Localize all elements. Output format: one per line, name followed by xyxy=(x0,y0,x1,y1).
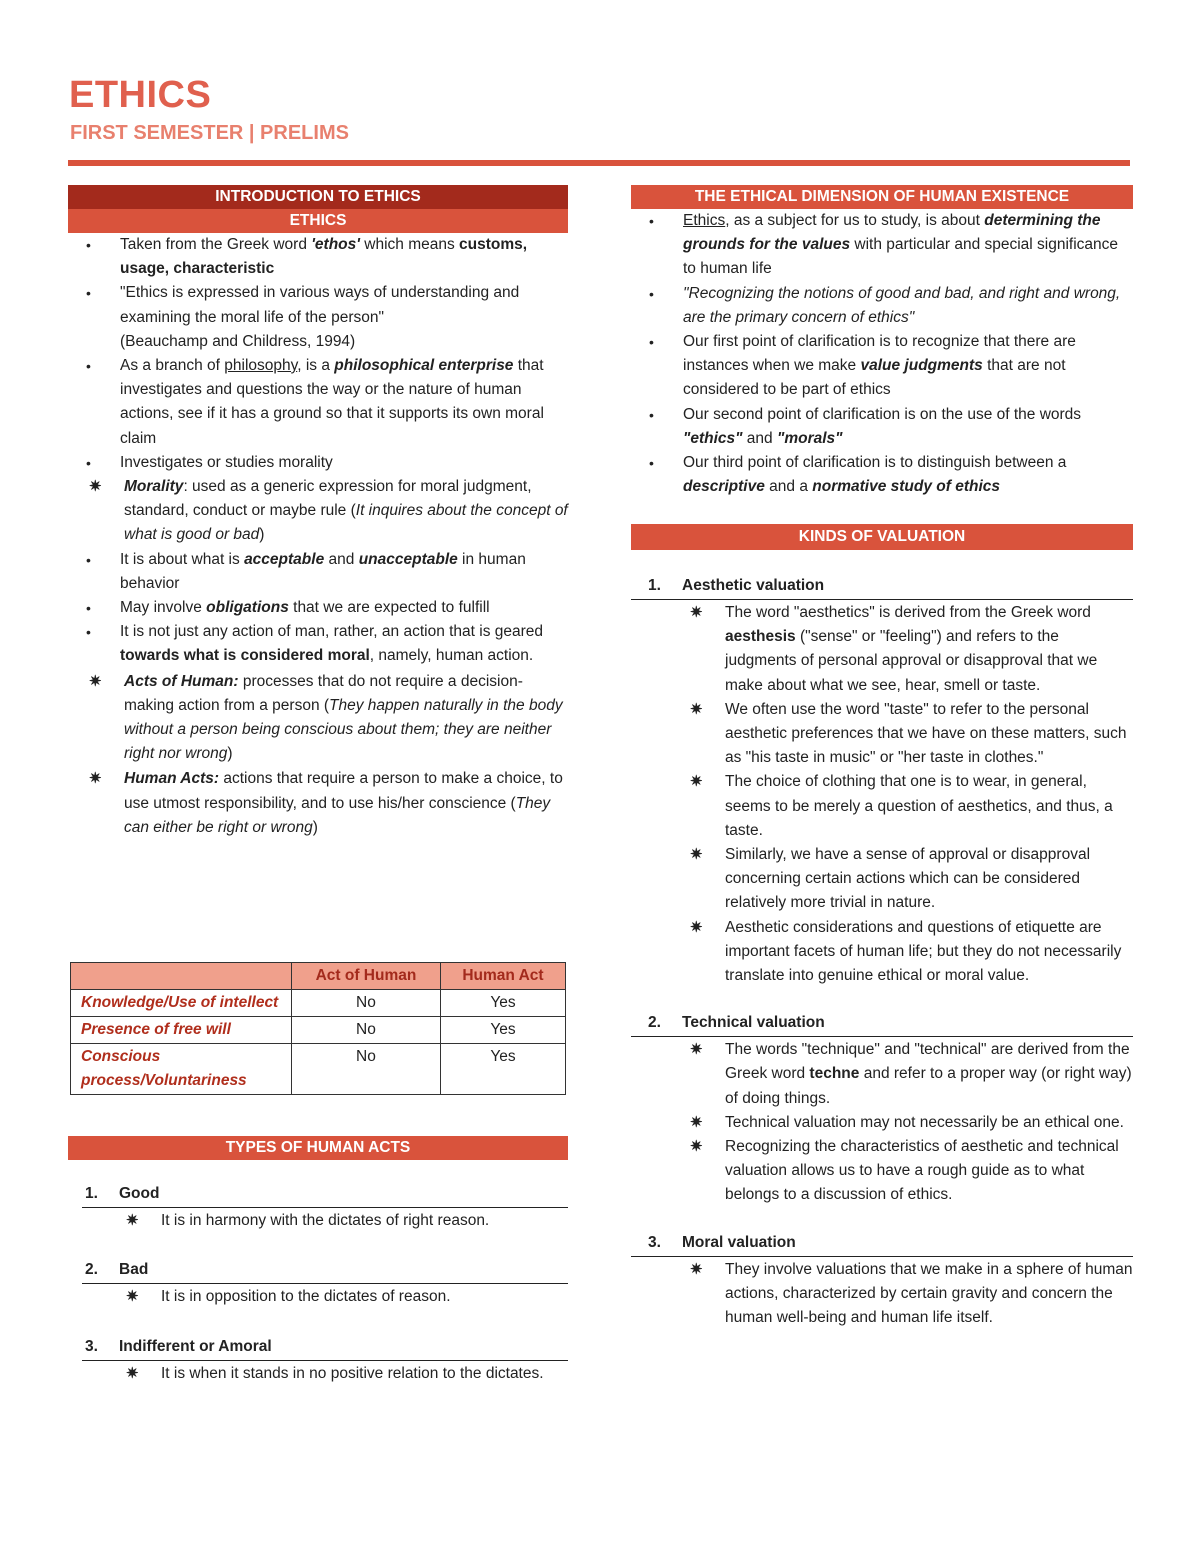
sub-list-item: ✷ Morality: used as a generic expression for moral judgment, standard, conduct or maybe rule (It inquires about the concept of what is good or bad) xyxy=(68,475,568,548)
list-item: • "Ethics is expressed in various ways of understanding and examining the moral life of the person" (Beauchamp and Childress, 1994) xyxy=(68,281,568,354)
sub-list-item: ✷ Acts of Human: processes that do not require a decision-making action from a person (They happen naturally in the body without a person being conscious about them; they are neither right nor wrong) xyxy=(68,670,568,767)
numbered-item-title xyxy=(631,574,1133,600)
sub-list-item: ✷ Human Acts: actions that require a person to make a choice, to use utmost responsibility, and to use his/her conscience (They can either be right or wrong) xyxy=(68,767,568,840)
page-title: ETHICS xyxy=(69,74,212,116)
asterisk-bullet-icon: ✷ xyxy=(126,1288,139,1306)
numbered-item-title xyxy=(631,1231,1133,1257)
list-item: • Taken from the Greek word 'ethos' which means customs, usage, characteristic xyxy=(68,233,568,281)
sub-list-item: ✷ Similarly, we have a sense of approval or disapproval concerning certain actions which can be considered relatively more trivial in nature. xyxy=(631,843,1133,916)
table-cell: Yes xyxy=(440,1017,565,1044)
philosophy-link: philosophy xyxy=(224,357,298,375)
table-cell: No xyxy=(292,1017,441,1044)
section-header-ethical-dimension: THE ETHICAL DIMENSION OF HUMAN EXISTENCE xyxy=(631,185,1133,209)
asterisk-bullet-icon: ✷ xyxy=(89,672,102,690)
asterisk-bullet-icon: ✷ xyxy=(690,846,703,864)
table-row xyxy=(71,1017,566,1044)
list-item: • As a branch of philosophy, is a philosophical enterprise that investigates and questions the way or the nature of human actions, see if it has a ground so that it supports its own moral claim xyxy=(68,354,568,451)
list-item: • It is about what is acceptable and unacceptable in human behavior xyxy=(68,548,568,596)
asterisk-bullet-icon: ✷ xyxy=(690,700,703,718)
numbered-item xyxy=(631,1231,1133,1331)
item-title: Good xyxy=(119,1185,160,1202)
kinds-of-valuation-section xyxy=(631,524,1133,1330)
sub-list-item: ✷ Recognizing the characteristics of aesthetic and technical valuation allows us to have a rough guide as to what belongs to a discussion of ethics. xyxy=(631,1135,1133,1208)
numbered-item xyxy=(82,1258,568,1309)
table-cell: No xyxy=(292,1044,441,1095)
table-cell: Yes xyxy=(440,990,565,1017)
header-divider xyxy=(68,160,1130,166)
asterisk-bullet-icon: ✷ xyxy=(690,1113,703,1131)
section-header-kinds: KINDS OF VALUATION xyxy=(631,524,1133,550)
sub-list-item: ✷ The word "aesthetics" is derived from the Greek word aesthesis ("sense" or "feeling") and refers to the judgments of personal approval or disapproval that we make about what we see, hear, smell or taste. xyxy=(631,601,1133,698)
asterisk-bullet-icon: ✷ xyxy=(126,1365,139,1383)
right-column xyxy=(631,185,1133,1327)
asterisk-bullet-icon: ✷ xyxy=(89,770,102,788)
sub-list-item: ✷ Technical valuation may not necessarily be an ethical one. xyxy=(631,1111,1133,1135)
section-header-types: TYPES OF HUMAN ACTS xyxy=(68,1136,568,1160)
section-header-introduction: INTRODUCTION TO ETHICS xyxy=(68,185,568,209)
sub-list-item: ✷ It is when it stands in no positive relation to the dictates. xyxy=(82,1362,568,1386)
table-column-header: Act of Human xyxy=(292,963,441,990)
list-item: • Investigates or studies morality ✷ Morality: used as a generic expression for moral judgment, standard, conduct or maybe rule (It inquires about the concept of what is good or bad) xyxy=(68,451,568,548)
item-number: 3. xyxy=(648,1233,661,1251)
table-row-header: Presence of free will xyxy=(71,1017,292,1044)
numbered-item-title xyxy=(631,1011,1133,1037)
table-row-header: Conscious process/Voluntariness xyxy=(71,1044,292,1095)
page-subtitle: FIRST SEMESTER | PRELIMS xyxy=(70,122,349,144)
asterisk-bullet-icon: ✷ xyxy=(690,1041,703,1059)
list-item: • Our second point of clarification is on the use of the words "ethics" and "morals" xyxy=(631,403,1133,451)
asterisk-bullet-icon: ✷ xyxy=(690,1260,703,1278)
sub-list-item: ✷ The words "technique" and "technical" are derived from the Greek word techne and refer to a proper way (or right way) of doing things. xyxy=(631,1038,1133,1111)
item-title: Indifferent or Amoral xyxy=(119,1338,272,1356)
list-item: • Ethics, as a subject for us to study, is about determining the grounds for the values with particular and special significance to human life xyxy=(631,209,1133,282)
numbered-item-title xyxy=(82,1335,568,1361)
section-subheader-ethics: ETHICS xyxy=(68,209,568,233)
list-item: • Our first point of clarification is to recognize that there are instances when we make value judgments that are not considered to be part of ethics xyxy=(631,330,1133,403)
item-title: Bad xyxy=(119,1261,149,1279)
table-row xyxy=(71,990,566,1017)
numbered-item xyxy=(82,1182,568,1233)
sub-list-item: ✷ It is in opposition to the dictates of reason. xyxy=(82,1285,568,1309)
item-number: 1. xyxy=(648,577,661,594)
acts-comparison-table xyxy=(70,962,566,1095)
asterisk-bullet-icon: ✷ xyxy=(126,1212,139,1229)
ethical-dimension-bullet-list xyxy=(631,209,1133,499)
left-column xyxy=(68,185,568,1383)
asterisk-bullet-icon: ✷ xyxy=(690,1138,703,1156)
item-number: 2. xyxy=(648,1014,661,1032)
numbered-item-title xyxy=(82,1182,568,1208)
asterisk-bullet-icon: ✷ xyxy=(690,604,703,621)
sub-list-item: ✷ We often use the word "taste" to refer to the personal aesthetic preferences that we have on these matters, such as "his taste in music" or "her taste in clothes." xyxy=(631,698,1133,771)
table-corner-cell xyxy=(71,963,292,990)
asterisk-bullet-icon: ✷ xyxy=(89,478,102,496)
item-number: 1. xyxy=(85,1185,98,1202)
list-item: • May involve obligations that we are expected to fulfill xyxy=(68,596,568,620)
types-of-human-acts-section xyxy=(68,1136,568,1387)
numbered-item xyxy=(82,1335,568,1386)
ethics-bullet-list xyxy=(68,233,568,840)
sub-list-item: ✷ It is in harmony with the dictates of right reason. xyxy=(82,1209,568,1233)
table-header-row xyxy=(71,963,566,990)
table-cell: Yes xyxy=(440,1044,565,1095)
sub-list-item: ✷ The choice of clothing that one is to wear, in general, seems to be merely a question of aesthetics, and thus, a taste. xyxy=(631,770,1133,843)
item-title: Aesthetic valuation xyxy=(682,577,825,594)
table-row-header: Knowledge/Use of intellect xyxy=(71,990,292,1017)
asterisk-bullet-icon: ✷ xyxy=(690,773,703,791)
item-title: Moral valuation xyxy=(682,1233,796,1251)
numbered-item-title xyxy=(82,1258,568,1284)
list-item: • "Recognizing the notions of good and bad, and right and wrong, are the primary concern of ethics" xyxy=(631,282,1133,330)
item-title: Technical valuation xyxy=(682,1014,825,1032)
table-cell: No xyxy=(292,990,441,1017)
sub-list-item: ✷ They involve valuations that we make in a sphere of human actions, characterized by certain gravity and concern the human well-being and human life itself. xyxy=(631,1258,1133,1331)
asterisk-bullet-icon: ✷ xyxy=(690,918,703,936)
list-item: • It is not just any action of man, rather, an action that is geared towards what is considered moral, namely, human action. ✷ Acts of Human: processes that do not require a decision-making action from a person (They happen naturally in the body without a person being conscious about them; they are neither right nor wrong) ✷ Human Acts: actions that require a person to make a choice, to use utmost responsibility, and to use his/her conscience (They can either be right or wrong) xyxy=(68,620,568,840)
table-row xyxy=(71,1044,566,1095)
table-column-header: Human Act xyxy=(440,963,565,990)
item-number: 3. xyxy=(85,1338,98,1356)
numbered-item xyxy=(631,574,1133,988)
sub-list-item: ✷ Aesthetic considerations and questions of etiquette are important facets of human life; but they do not necessarily translate into genuine ethical or moral value. xyxy=(631,916,1133,989)
item-number: 2. xyxy=(85,1261,98,1279)
list-item: • Our third point of clarification is to distinguish between a descriptive and a normative study of ethics xyxy=(631,451,1133,499)
numbered-item xyxy=(631,1011,1133,1207)
